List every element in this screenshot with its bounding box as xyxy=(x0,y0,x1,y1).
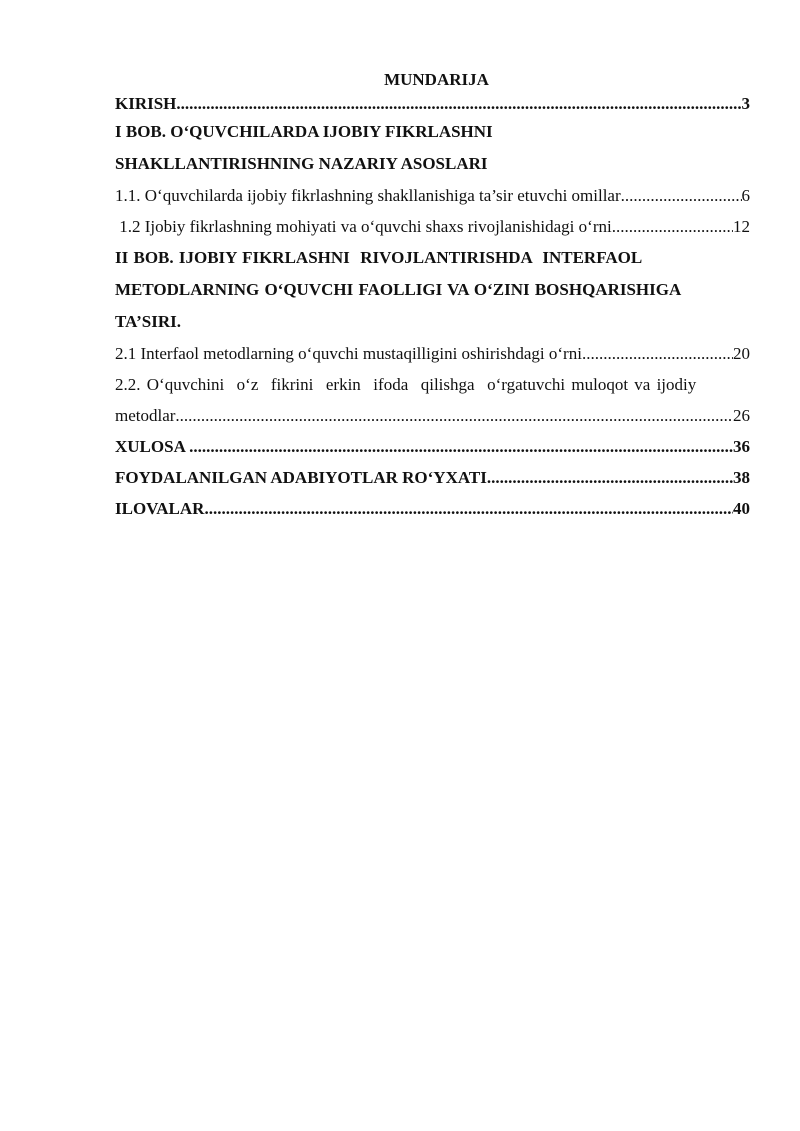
toc-entry-section-2-1[interactable] xyxy=(115,338,750,369)
toc-entry-page: 3 xyxy=(741,94,750,113)
toc-entry-section-1-1[interactable] xyxy=(115,180,750,211)
chapter-1-heading-line-2[interactable]: SHAKLLANTIRISHNING NAZARIY ASOSLARI xyxy=(115,154,488,173)
toc-entry-section-2-2-line-1[interactable]: 2.2. O‘quvchini o‘z fikrini erkin ifoda qilishga o‘rgatuvchi muloqot va ijodiy xyxy=(115,375,697,394)
toc-entry-label: FOYDALANILGAN ADABIYOTLAR RO‘YXATI xyxy=(115,468,487,487)
dot-leader xyxy=(621,180,742,211)
toc-entry-page: 26 xyxy=(733,406,750,425)
toc-entry-ilovalar[interactable] xyxy=(115,493,750,524)
toc-entry-page: 36 xyxy=(733,437,750,456)
toc-entry-page: 6 xyxy=(741,186,750,205)
dot-leader xyxy=(487,462,733,493)
toc-entry-page: 38 xyxy=(733,468,750,487)
chapter-2-heading-line-1[interactable]: II BOB. IJOBIY FIKRLASHNI RIVOJLANTIRISHDA INTERFAOL xyxy=(115,248,643,267)
toc-entry-label: XULOSA xyxy=(115,437,190,456)
dot-leader xyxy=(204,493,733,524)
dot-leader xyxy=(175,400,733,431)
toc-entry-section-1-2[interactable] xyxy=(115,211,750,242)
table-of-contents xyxy=(115,68,750,524)
toc-entry-label: ILOVALAR xyxy=(115,499,205,518)
dot-leader xyxy=(582,338,733,369)
toc-entry-page: 20 xyxy=(733,344,750,363)
toc-entry-label: 1.1. O‘quvchilarda ijobiy fikrlashning shakllanishiga ta’sir etuvchi omillar xyxy=(115,186,621,205)
toc-entry-xulosa[interactable] xyxy=(115,431,750,462)
toc-entry-section-2-2[interactable] xyxy=(115,400,750,431)
chapter-2-heading-line-2[interactable]: METODLARNING O‘QUVCHI FAOLLIGI VA O‘ZINI BOSHQARISHIGA xyxy=(115,280,682,299)
dot-leader xyxy=(176,92,741,116)
toc-title: MUNDARIJA xyxy=(384,70,489,89)
toc-entry-label: 2.1 Interfaol metodlarning o‘quvchi mustaqilligini oshirishdagi o‘rni xyxy=(115,344,582,363)
chapter-2-heading-line-3[interactable]: TA’SIRI. xyxy=(115,312,181,331)
dot-leader xyxy=(189,431,733,462)
toc-entry-label: metodlar xyxy=(115,406,176,425)
dot-leader xyxy=(612,211,733,242)
toc-entry-label: KIRISH xyxy=(115,94,177,113)
toc-entry-page: 40 xyxy=(733,499,750,518)
toc-entry-kirish[interactable] xyxy=(115,92,750,116)
toc-entry-page: 12 xyxy=(733,217,750,236)
toc-entry-label: 1.2 Ijobiy fikrlashning mohiyati va o‘quvchi shaxs rivojlanishidagi o‘rni xyxy=(115,217,612,236)
toc-entry-foydalanilgan-adabiyotlar[interactable] xyxy=(115,462,750,493)
chapter-1-heading-line-1[interactable]: I BOB. O‘QUVCHILARDA IJOBIY FIKRLASHNI xyxy=(115,122,493,141)
